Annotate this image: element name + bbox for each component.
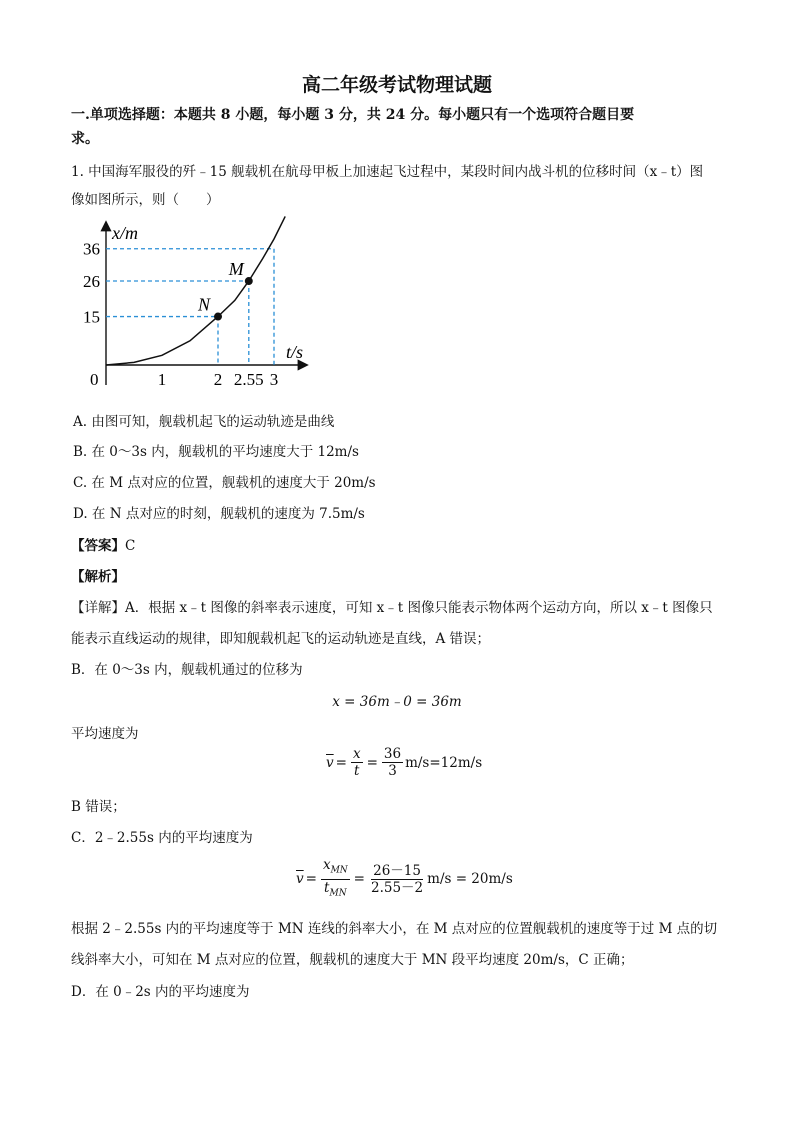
- section-heading-cont: 求。: [71, 131, 99, 147]
- equals: =: [366, 754, 378, 771]
- equation-avg-speed: [326, 746, 482, 779]
- result: m/s=12m/s: [405, 754, 483, 771]
- x-tick-label: 2: [213, 370, 223, 389]
- y-tick-label: 36: [83, 239, 100, 259]
- answer-value: C: [125, 538, 136, 554]
- page-title: 高二年级考试物理试题: [301, 74, 492, 96]
- fraction-values: [369, 863, 425, 896]
- avg-speed-label: 平均速度为: [71, 726, 139, 742]
- c-detail-1: 根据 2﹣2.55s 内的平均速度等于 MN 连线的斜率大小，在 M 点对应的位置舰载机的速度等于过 M 点的切: [71, 921, 718, 937]
- answer-label: 【答案】: [71, 538, 125, 554]
- point-M: [245, 277, 253, 285]
- question-stem-cont: 像如图所示，则（ ）: [71, 192, 220, 208]
- y-tick-label: 15: [83, 307, 100, 327]
- point-N: [214, 313, 222, 321]
- detail-line-2: 能表示直线运动的规律，即知舰载机起飞的运动轨迹是直线，A 错误；: [71, 631, 491, 647]
- y-axis-label: x/m: [112, 223, 138, 243]
- numerator: 26－15: [373, 862, 421, 879]
- fraction-xt: [351, 746, 363, 779]
- detail-line-3: B．在 0～3s 内，舰载机通过的位移为: [71, 662, 303, 678]
- x-tick-label: 3: [269, 370, 279, 389]
- v-bar: $\overline{v}$: [326, 754, 334, 771]
- option-c: C. 在 M 点对应的位置，舰载机的速度大于 20m/s: [73, 475, 376, 491]
- c-detail-2: 线斜率大小，可知在 M 点对应的位置，舰载机的速度大于 MN 段平均速度 20m/s，C 正确；: [71, 952, 634, 968]
- answer-line: [71, 534, 135, 554]
- point-label-M: M: [228, 259, 244, 280]
- denominator: 3: [388, 763, 397, 779]
- guide-lines: [106, 249, 274, 365]
- v-bar: $\overline{v}$: [296, 871, 304, 888]
- point-label-N: N: [198, 294, 211, 315]
- option-a: A. 由图可知，舰载机起飞的运动轨迹是曲线: [73, 414, 335, 430]
- d-line: D．在 0﹣2s 内的平均速度为: [71, 984, 250, 1000]
- section-heading: 一.单项选择题：本题共 8 小题，每小题 3 分，共 24 分。每小题只有一个选项符合题目要: [71, 107, 635, 123]
- c-line: C．2﹣2.55s 内的平均速度为: [71, 830, 253, 846]
- denominator: $t_{MN}$: [324, 879, 347, 899]
- question-stem: 1. 中国海军服役的歼﹣15 舰载机在航母甲板上加速起飞过程中，某段时间内战斗机的位移时间（x﹣t）图: [71, 164, 704, 180]
- x-axis-label: t/s: [286, 342, 304, 362]
- fraction-xmn-tmn: [321, 857, 350, 901]
- equals: =: [335, 754, 347, 771]
- y-tick-label: 26: [83, 272, 100, 292]
- equals: =: [305, 871, 317, 888]
- denominator: 2.55－2: [370, 879, 424, 896]
- equation-mn-speed: [296, 857, 513, 901]
- xt-graph: [78, 215, 328, 395]
- numerator: 36: [383, 746, 402, 762]
- equals: =: [353, 871, 365, 888]
- option-b: B. 在 0～3s 内，舰载机的平均速度大于 12m/s: [73, 444, 359, 460]
- numerator: x: [352, 746, 361, 762]
- detail-line-1: 【详解】A．根据 x﹣t 图像的斜率表示速度，可知 x﹣t 图像只能表示物体两个运动方向，所以 x﹣t 图像只: [71, 600, 713, 616]
- result: m/s = 20m/s: [427, 871, 513, 888]
- option-d: D. 在 N 点对应的时刻，舰载机的速度为 7.5m/s: [73, 506, 365, 522]
- b-wrong: B 错误；: [71, 799, 126, 815]
- analysis-label: 【解析】: [71, 569, 125, 585]
- x-tick-label: 1: [157, 370, 167, 389]
- numerator: $x_{MN}$: [321, 857, 350, 880]
- fraction-36-3: [382, 746, 403, 779]
- equation-displacement: x = 36m﹣0 = 36m: [332, 694, 462, 710]
- origin-label: 0: [90, 370, 99, 389]
- denominator: t: [354, 763, 360, 779]
- x-tick-label: 2.55: [233, 370, 264, 389]
